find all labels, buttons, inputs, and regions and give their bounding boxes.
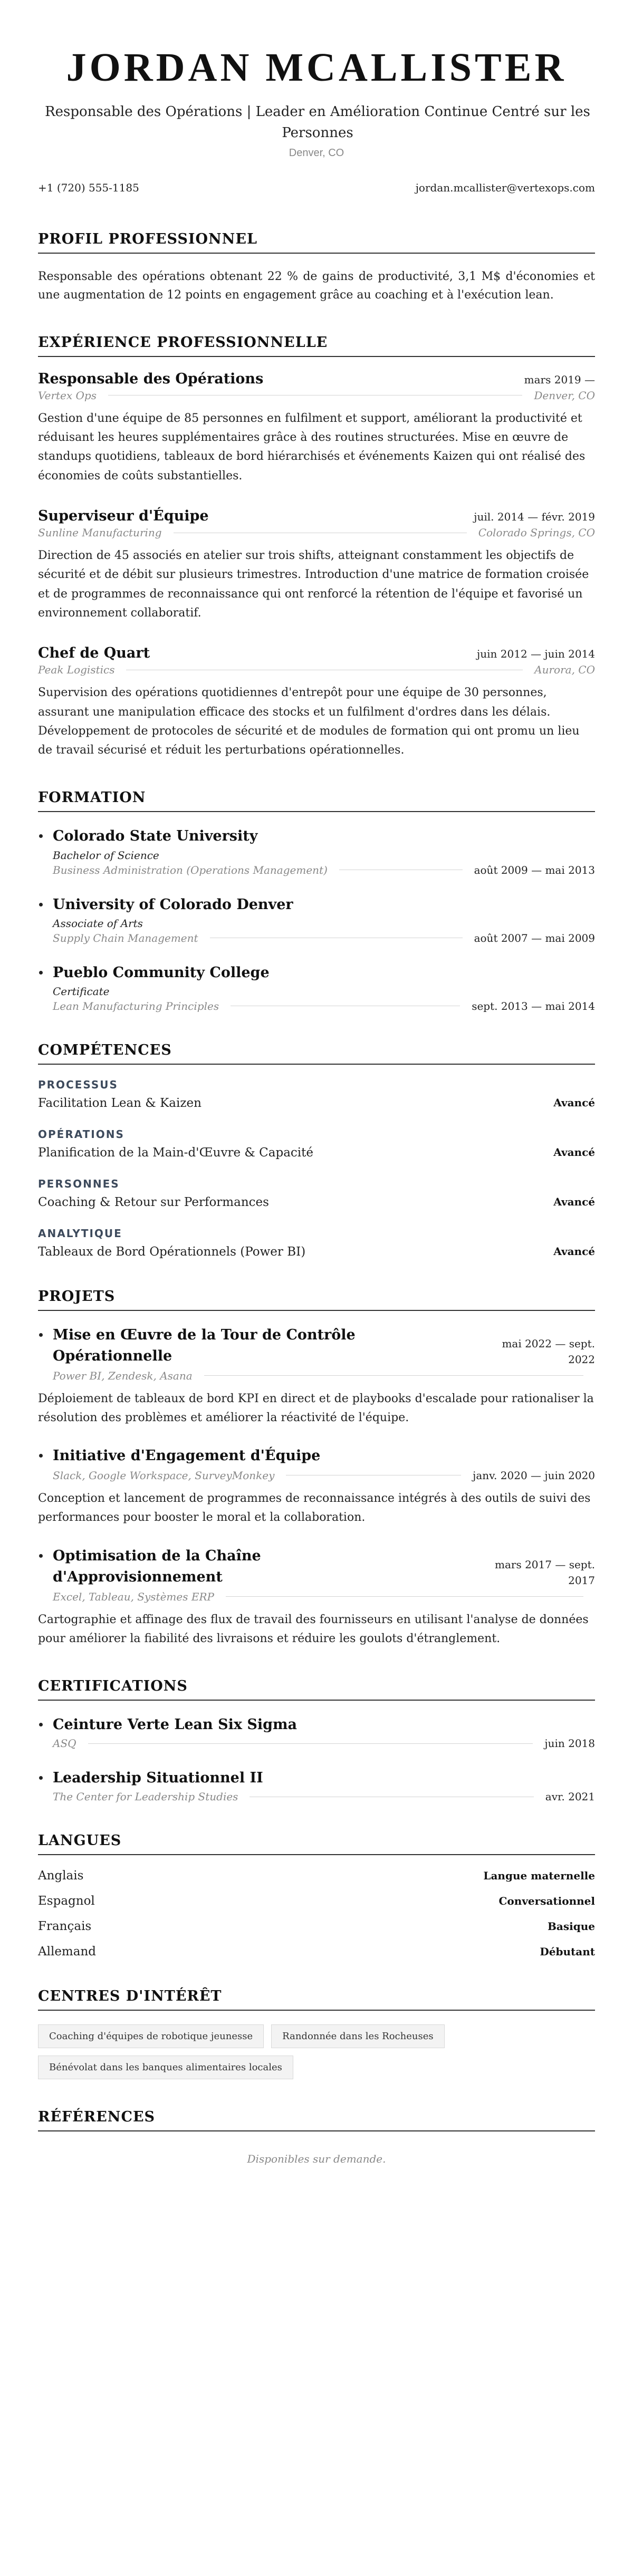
language-level: Langue maternelle — [483, 1869, 595, 1883]
project-tools: Excel, Tableau, Systèmes ERP — [53, 1590, 214, 1603]
language-name: Espagnol — [38, 1894, 95, 1908]
project-description: Conception et lancement de programmes de reconnaissance intégrés à des outils de suivi des performances pour booster le moral et la collaboration. — [38, 1491, 591, 1525]
dotted-leader — [88, 1743, 533, 1744]
skill-level: Avancé — [553, 1096, 595, 1109]
job-entry — [38, 645, 595, 760]
profile-summary: Responsable des opérations obtenant 22 % de gains de productivité, 3,1 M$ d'économies et une augmentation de 12 points en engagement grâce au coaching et à l'exécution lean. — [38, 269, 595, 302]
skill-group — [38, 1078, 595, 1110]
skill-name: Coaching & Retour sur Performances — [38, 1195, 269, 1209]
education-section — [38, 789, 595, 1012]
resume-header — [38, 47, 595, 194]
language-name: Allemand — [38, 1945, 96, 1959]
bullet-icon — [39, 1333, 43, 1337]
education-dates: août 2007 — mai 2009 — [474, 931, 595, 944]
certification-date: avr. 2021 — [545, 1790, 595, 1803]
school-name: Colorado State University — [53, 828, 258, 845]
certifications-section — [38, 1678, 595, 1803]
job-description: Supervision des opérations quotidiennes d'entrepôt pour une équipe de 30 personnes, assurant une manipulation efficace des stocks et un fulfilment d'ordres dans les délais. Développement de protocoles de sécurité et de modules de formation qui ont promu un lieu de travail sécurisé et réduit les perturbations opérationnelles. — [38, 686, 580, 757]
bullet-icon — [39, 1554, 43, 1558]
education-dates: août 2009 — mai 2013 — [474, 863, 595, 876]
section-title-experience: EXPÉRIENCE PROFESSIONNELLE — [38, 334, 595, 357]
section-title-languages: LANGUES — [38, 1832, 595, 1855]
interest-tag: Randonnée dans les Rocheuses — [271, 2024, 444, 2048]
project-description: Cartographie et affinage des flux de travail des fournisseurs en utilisant l'analyse de données pour améliorer la fiabilité des livraisons et réduire les goulots d'étranglement. — [38, 1613, 589, 1645]
certification-issuer: ASQ — [53, 1737, 76, 1750]
candidate-location: Denver, CO — [289, 147, 344, 159]
bullet-icon — [39, 1723, 43, 1726]
bullet-icon — [39, 834, 43, 838]
project-entry — [38, 1546, 595, 1649]
skill-group — [38, 1227, 595, 1259]
section-title-skills: COMPÉTENCES — [38, 1042, 595, 1065]
job-title: Superviseur d'Équipe — [38, 508, 209, 525]
interest-tags — [38, 2024, 595, 2079]
skill-level: Avancé — [553, 1195, 595, 1208]
job-location: Aurora, CO — [534, 663, 595, 677]
job-location: Colorado Springs, CO — [478, 526, 595, 539]
education-entry — [38, 826, 595, 876]
job-location: Denver, CO — [534, 389, 595, 402]
certification-name: Leadership Situationnel II — [53, 1770, 263, 1787]
project-dates: mars 2017 — sept. 2017 — [495, 1558, 595, 1587]
language-level: Débutant — [540, 1945, 595, 1958]
project-tools: Slack, Google Workspace, SurveyMonkey — [53, 1469, 275, 1482]
project-dates: janv. 2020 — juin 2020 — [473, 1469, 595, 1482]
language-row — [38, 1945, 595, 1958]
skill-level: Avancé — [553, 1244, 595, 1258]
job-title: Responsable des Opérations — [38, 370, 264, 387]
section-title-profile: PROFIL PROFESSIONNEL — [38, 231, 595, 254]
job-description: Gestion d'une équipe de 85 personnes en fulfilment et support, améliorant la productivité et réduisant les heures supplémentaires grâce à des routines structurées. Mise en œuvre de standups quotidiens, tableaux de bord hiérarchisés et événements Kaizen qui ont réalisé des économies de coûts substantielles. — [38, 411, 586, 483]
job-entry — [38, 508, 595, 623]
skill-category: PERSONNES — [38, 1177, 120, 1190]
project-entry — [38, 1325, 595, 1428]
section-title-education: FORMATION — [38, 789, 595, 812]
skill-name: Tableaux de Bord Opérationnels (Power BI) — [38, 1244, 306, 1259]
language-row — [38, 1869, 595, 1883]
section-title-projects: PROJETS — [38, 1288, 595, 1311]
skill-name: Planification de la Main-d'Œuvre & Capacité — [38, 1145, 313, 1160]
project-title: Mise en Œuvre de la Tour de Contrôle Opérationnelle — [53, 1326, 356, 1365]
interest-tag: Coaching d'équipes de robotique jeunesse — [38, 2024, 264, 2048]
contact-line — [38, 181, 595, 194]
degree-name: Certificate — [53, 985, 110, 998]
dotted-leader — [226, 1596, 583, 1597]
job-dates: juin 2012 — juin 2014 — [477, 648, 595, 661]
school-name: University of Colorado Denver — [53, 896, 293, 913]
section-title-references: RÉFÉRENCES — [38, 2109, 595, 2131]
school-name: Pueblo Community College — [53, 964, 270, 981]
skills-section — [38, 1042, 595, 1259]
degree-name: Associate of Arts — [53, 916, 143, 930]
language-name: Anglais — [38, 1869, 84, 1883]
bullet-icon — [39, 1776, 43, 1780]
section-title-certifications: CERTIFICATIONS — [38, 1678, 595, 1701]
language-row — [38, 1894, 595, 1908]
job-title: Chef de Quart — [38, 645, 150, 662]
job-company: Peak Logistics — [38, 663, 115, 677]
field-of-study: Lean Manufacturing Principles — [53, 999, 219, 1012]
job-company: Sunline Manufacturing — [38, 526, 162, 539]
professional-tagline: Responsable des Opérations | Leader en Amélioration Continue Centré sur les Personnes — [45, 104, 590, 141]
job-description: Direction de 45 associés en atelier sur trois shifts, atteignant constamment les objectifs de sécurité et de débit sur plusieurs trimestres. Introduction d'une matrice de formation croisée et de programmes de reconnaissance qui ont renforcé la rétention de l'équipe et favorisé un environnement collaboratif. — [38, 549, 589, 620]
references-note: Disponibles sur demande. — [247, 2153, 386, 2166]
language-level: Conversationnel — [498, 1895, 595, 1908]
education-entry — [38, 894, 595, 944]
email-address[interactable]: jordan.mcallister@vertexops.com — [415, 181, 595, 194]
profile-section — [38, 231, 595, 305]
certification-entry — [38, 1768, 595, 1803]
skill-category: PROCESSUS — [38, 1078, 118, 1091]
education-entry — [38, 962, 595, 1012]
skill-group — [38, 1128, 595, 1160]
references-section — [38, 2109, 595, 2165]
job-company: Vertex Ops — [38, 389, 97, 402]
field-of-study: Business Administration (Operations Management) — [53, 863, 328, 876]
project-title: Optimisation de la Chaîne d'Approvisionnement — [53, 1547, 261, 1586]
skill-level: Avancé — [553, 1145, 595, 1159]
dotted-leader — [204, 1375, 583, 1376]
project-description: Déploiement de tableaux de bord KPI en direct et de playbooks d'escalade pour rationaliser la résolution des problèmes et améliorer la réactivité de l'équipe. — [38, 1392, 594, 1425]
interest-tag: Bénévolat dans les banques alimentaires locales — [38, 2056, 293, 2079]
certification-date: juin 2018 — [544, 1737, 595, 1750]
job-entry — [38, 371, 595, 486]
project-entry — [38, 1445, 595, 1527]
certification-issuer: The Center for Leadership Studies — [53, 1790, 238, 1803]
interests-section — [38, 1988, 595, 2079]
project-dates: mai 2022 — sept. 2022 — [502, 1337, 595, 1366]
language-row — [38, 1919, 595, 1933]
bullet-icon — [39, 1454, 43, 1458]
language-name: Français — [38, 1919, 92, 1934]
skill-category: ANALYTIQUE — [38, 1227, 122, 1240]
project-tools: Power BI, Zendesk, Asana — [53, 1369, 193, 1382]
job-dates: mars 2019 — — [524, 373, 595, 386]
certification-entry — [38, 1714, 595, 1750]
education-dates: sept. 2013 — mai 2014 — [472, 999, 595, 1012]
bullet-icon — [39, 903, 43, 906]
certification-name: Ceinture Verte Lean Six Sigma — [53, 1716, 298, 1733]
skill-name: Facilitation Lean & Kaizen — [38, 1096, 202, 1110]
project-title: Initiative d'Engagement d'Équipe — [53, 1448, 321, 1464]
degree-name: Bachelor of Science — [53, 848, 159, 862]
phone-number[interactable]: +1 (720) 555-1185 — [38, 181, 139, 194]
skill-category: OPÉRATIONS — [38, 1127, 124, 1141]
job-dates: juil. 2014 — févr. 2019 — [474, 510, 595, 524]
bullet-icon — [39, 971, 43, 975]
section-title-interests: CENTRES D'INTÉRÊT — [38, 1988, 595, 2011]
projects-section — [38, 1288, 595, 1648]
experience-section — [38, 334, 595, 760]
field-of-study: Supply Chain Management — [53, 931, 198, 944]
languages-section — [38, 1832, 595, 1958]
skill-group — [38, 1178, 595, 1209]
candidate-name: JORDAN MCALLISTER — [66, 45, 567, 90]
language-level: Basique — [548, 1920, 595, 1933]
